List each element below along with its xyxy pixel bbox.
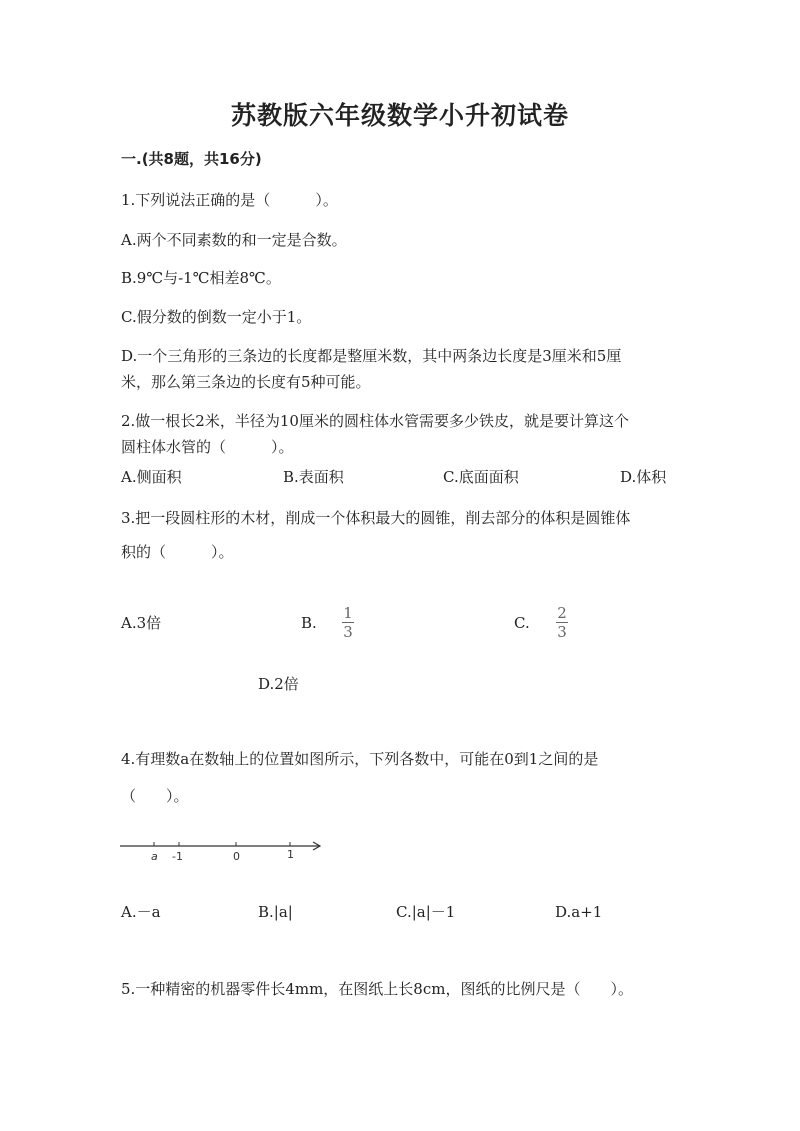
q4-option-b: B.|a| [258,903,293,921]
q3-option-b-numerator: 1 [343,604,353,622]
q4-option-a: A.－a [121,903,161,921]
q5-stem: 5.一种精密的机器零件长4mm，在图纸上长8cm，图纸的比例尺是（ ）。 [121,980,633,998]
label-neg1: -1 [172,850,183,863]
q1-option-d-line2: 米，那么第三条边的长度有5种可能。 [121,373,371,391]
q3-option-d: D.2倍 [258,675,299,693]
q3-stem-line2: 积的（ ）。 [121,543,234,561]
q4-stem-line2: （ ）。 [121,787,189,805]
q2-option-a: A.侧面积 [121,468,182,486]
label-one: 1 [287,848,294,861]
q4-stem-line1: 4.有理数a在数轴上的位置如图所示，下列各数中，可能在0到1之间的是 [121,750,599,768]
q2-option-d: D.体积 [620,468,667,486]
q1-stem: 1.下列说法正确的是（ ）。 [121,191,338,209]
label-zero: 0 [233,850,240,863]
q1-option-d-line1: D.一个三角形的三条边的长度都是整厘米数，其中两条边长度是3厘米和5厘 [121,347,622,365]
q2-option-c: C.底面面积 [443,468,519,486]
q3-option-c-denominator: 3 [557,623,567,641]
q3-option-c-numerator: 2 [557,604,567,622]
q1-option-c: C.假分数的倒数一定小于1。 [121,308,312,326]
q2-stem-line2: 圆柱体水管的（ ）。 [121,438,294,456]
q2-stem-line1: 2.做一根长2米，半径为10厘米的圆柱体水管需要多少铁皮，就是要计算这个 [121,412,629,430]
number-line-figure [115,832,330,866]
q2-option-b: B.表面积 [283,468,344,486]
q3-option-b-denominator: 3 [343,623,353,641]
q3-option-b-fraction [342,605,354,640]
page-title: 苏教版六年级数学小升初试卷 [230,101,569,130]
q4-option-d: D.a+1 [555,903,603,921]
q4-option-c: C.|a|－1 [396,903,456,921]
q3-option-c-label: C. [514,614,530,632]
section-heading: 一.(共8题，共16分) [121,150,262,168]
q1-option-b: B.9℃与-1℃相差8℃。 [121,269,281,287]
q3-stem-line1: 3.把一段圆柱形的木材，削成一个体积最大的圆锥，削去部分的体积是圆锥体 [121,509,631,527]
q3-option-b-label: B. [301,614,317,632]
label-a: a [151,850,158,863]
q3-option-a: A.3倍 [121,614,162,632]
q3-option-c-fraction [556,605,568,640]
q1-option-a: A.两个不同素数的和一定是合数。 [121,231,347,249]
